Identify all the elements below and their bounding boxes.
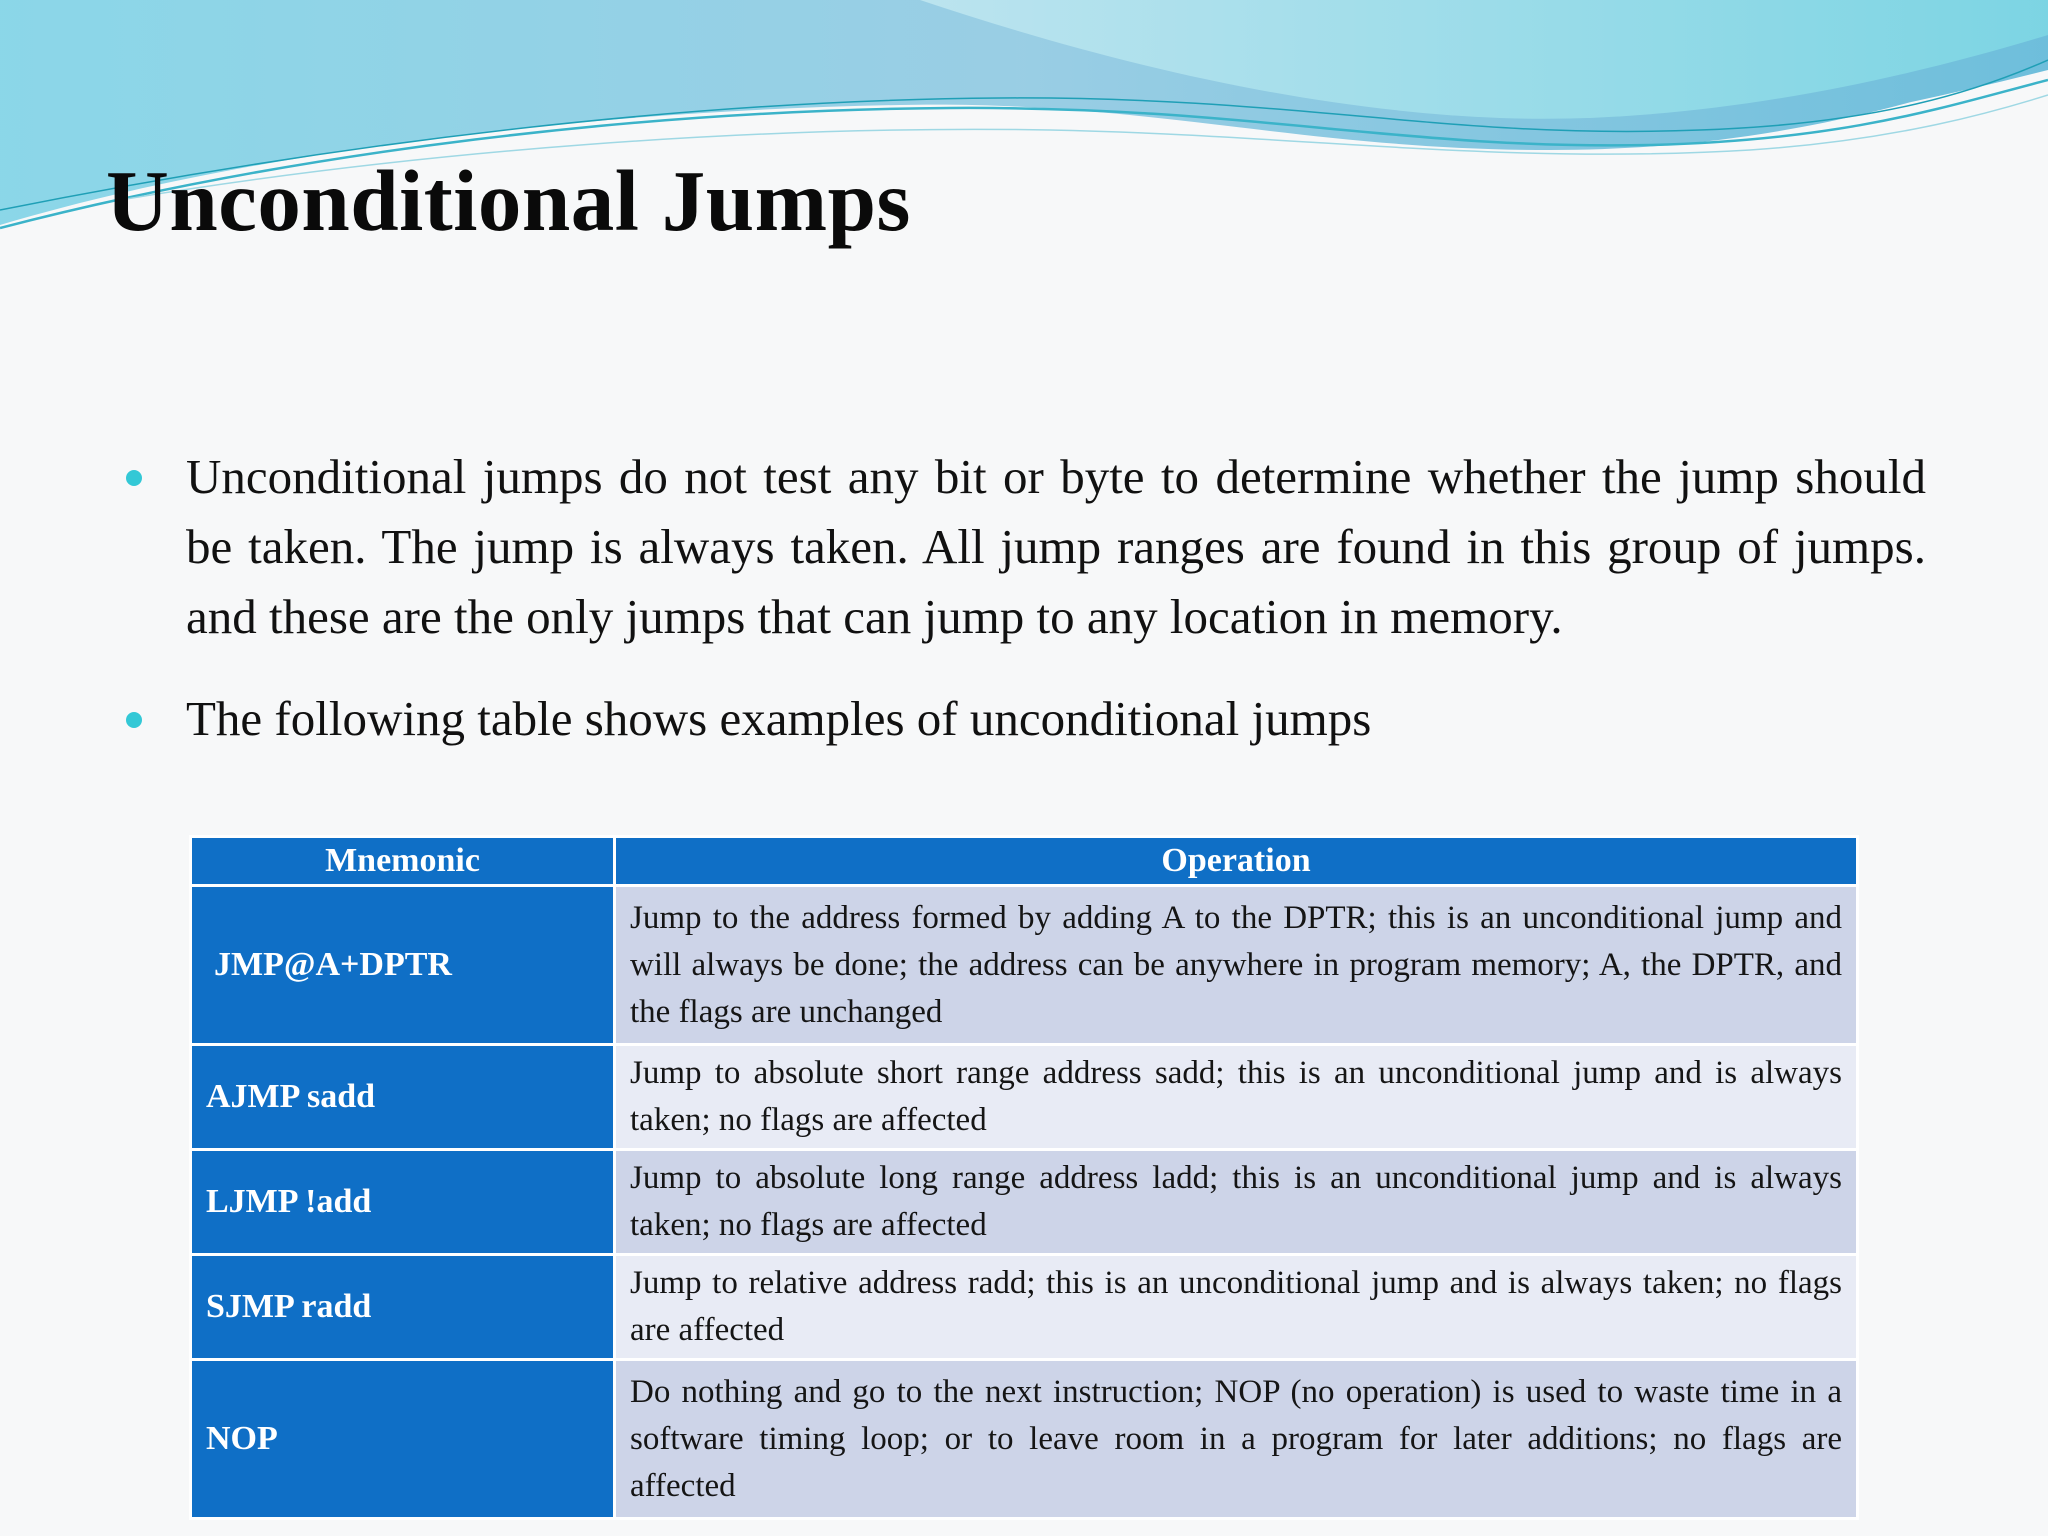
mnemonic-cell: AJMP sadd <box>191 1045 615 1150</box>
bullet-list <box>126 442 1926 754</box>
mnemonic-cell: JMP@A+DPTR <box>191 886 615 1045</box>
page-title: Unconditional Jumps <box>106 152 911 249</box>
bullet-item <box>126 684 1926 754</box>
operation-cell: Jump to absolute short range address sadd; this is an unconditional jump and is always taken; no flags are affected <box>615 1045 1858 1150</box>
operation-cell: Jump to the address formed by adding A to the DPTR; this is an unconditional jump and will always be done; the address can be anywhere in program memory; A, the DPTR, and the flags are unchanged <box>615 886 1858 1045</box>
mnemonic-cell: SJMP radd <box>191 1255 615 1360</box>
bullet-dot-icon <box>126 712 142 728</box>
jump-table <box>189 835 1859 1520</box>
table-row <box>191 1045 1858 1150</box>
bullet-text: The following table shows examples of unconditional jumps <box>186 691 1372 746</box>
operation-cell: Do nothing and go to the next instruction; NOP (no operation) is used to waste time in a software timing loop; or to leave room in a program for later additions; no flags are affected <box>615 1360 1858 1519</box>
column-header-mnemonic: Mnemonic <box>191 837 615 886</box>
bullet-item <box>126 442 1926 652</box>
table-row <box>191 1360 1858 1519</box>
table-row <box>191 1255 1858 1360</box>
operation-cell: Jump to absolute long range address ladd; this is an unconditional jump and is always taken; no flags are affected <box>615 1150 1858 1255</box>
column-header-operation: Operation <box>615 837 1858 886</box>
table-row <box>191 1150 1858 1255</box>
bullet-dot-icon <box>126 470 142 486</box>
table-header-row <box>191 837 1858 886</box>
table-row <box>191 886 1858 1045</box>
operation-cell: Jump to relative address radd; this is an unconditional jump and is always taken; no flags are affected <box>615 1255 1858 1360</box>
mnemonic-cell: LJMP !add <box>191 1150 615 1255</box>
mnemonic-cell: NOP <box>191 1360 615 1519</box>
bullet-text: Unconditional jumps do not test any bit or byte to determine whether the jump should be taken. The jump is always taken. All jump ranges are found in this group of jumps. and these are the only jumps that can jump to any location in memory. <box>186 449 1926 644</box>
